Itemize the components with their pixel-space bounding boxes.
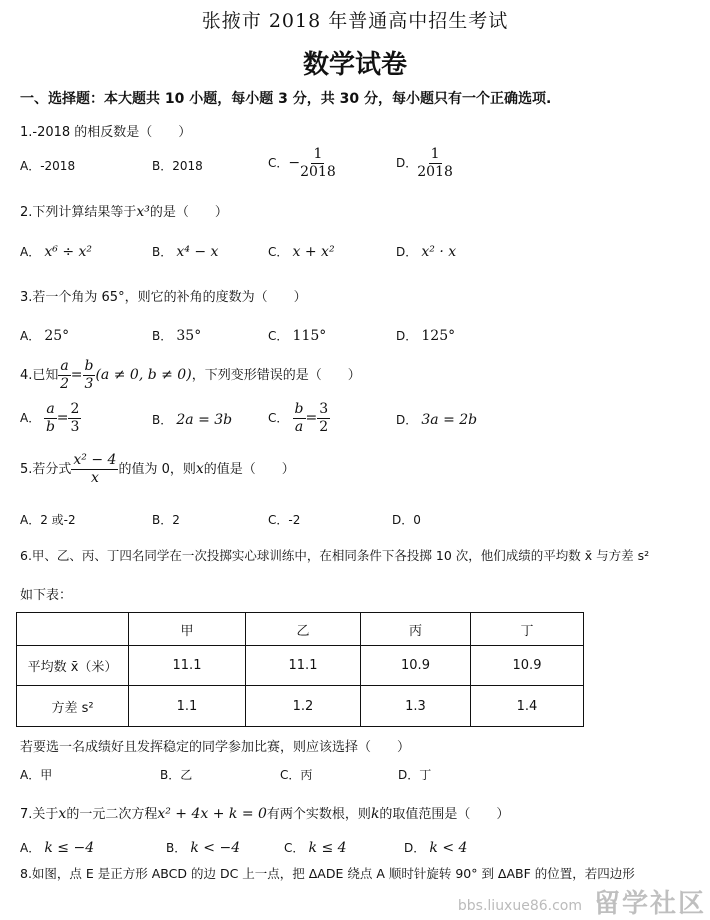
fraction — [71, 452, 118, 487]
q5-stem — [20, 452, 295, 487]
fraction — [317, 401, 330, 436]
q3-option-c — [268, 327, 326, 344]
q3-option-d — [396, 327, 455, 344]
option-label: B． — [152, 245, 173, 259]
option-label: A． — [20, 329, 41, 343]
stem-text: 2.下列计算结果等于 — [20, 205, 137, 220]
numerator: a — [46, 401, 55, 417]
fraction — [417, 146, 453, 181]
math: 125° — [421, 328, 456, 344]
math: = — [70, 367, 83, 383]
option-label: C． — [268, 411, 289, 425]
q1-option-a: A．-2018 — [20, 159, 76, 173]
scores-table — [16, 612, 584, 727]
math: x — [58, 806, 67, 822]
math: (a ≠ 0, b ≠ 0) — [95, 367, 192, 383]
table-header-row — [17, 613, 584, 646]
stem-text: 的一元二次方程 — [66, 807, 158, 822]
q1-option-d — [396, 146, 453, 181]
math: 35° — [176, 328, 202, 344]
math: x² · x — [421, 244, 457, 260]
table-cell: 方差 s² — [17, 686, 129, 727]
q2-option-b — [152, 243, 218, 260]
table-header-cell — [17, 613, 129, 646]
denominator: 2 — [60, 376, 70, 392]
math: 115° — [292, 328, 327, 344]
table-cell: 1.3 — [361, 686, 471, 727]
q5-option-a: A．2 或-2 — [20, 513, 76, 527]
q3-option-a — [20, 327, 69, 344]
math: k < 4 — [429, 840, 468, 856]
denominator: b — [46, 419, 56, 435]
q4-option-b — [152, 411, 232, 428]
stem-text: 的是（ ） — [149, 205, 228, 220]
math: x — [195, 461, 204, 477]
q6-stem-2: 如下表： — [20, 588, 73, 603]
option-label: A． — [20, 245, 41, 259]
math: = — [56, 410, 69, 426]
numerator: 2 — [70, 401, 80, 417]
q6-option-b: B．乙 — [160, 768, 193, 782]
table-header-cell: 乙 — [246, 613, 361, 646]
q5-option-d: D．0 — [392, 513, 421, 527]
q3-option-b — [152, 327, 201, 344]
section-heading: 一、选择题：本大题共 10 小题，每小题 3 分，共 30 分，每小题只有一个正确选项. — [20, 91, 552, 107]
math: k < −4 — [190, 840, 241, 856]
denominator: 3 — [84, 376, 94, 392]
denominator: x — [90, 470, 99, 486]
math: 3a = 2b — [421, 412, 478, 428]
q6-option-c: C．丙 — [280, 768, 313, 782]
math: k ≤ 4 — [308, 840, 347, 856]
stem-text: 的值是（ ） — [203, 462, 295, 477]
numerator: b — [84, 358, 94, 374]
q2-option-d — [396, 243, 456, 260]
denominator: 2018 — [417, 164, 453, 180]
fraction — [300, 146, 336, 181]
q8-stem: 8.如图，点 E 是正方形 ABCD 的边 DC 上一点，把 ΔADE 绕点 A 顺时针旋转 90° 到 ΔABF 的位置，若四边形 — [20, 866, 635, 881]
q4-option-c — [268, 401, 330, 436]
table-header-cell: 甲 — [129, 613, 246, 646]
table-cell: 11.1 — [129, 646, 246, 686]
math: x + x² — [292, 244, 335, 260]
table-header-cell: 丁 — [471, 613, 584, 646]
table-cell: 10.9 — [471, 646, 584, 686]
table-cell: 11.1 — [246, 646, 361, 686]
watermark-url: bbs.liuxue86.com — [457, 898, 582, 914]
numerator: x² − 4 — [73, 452, 117, 468]
math: x⁴ − x — [176, 244, 219, 260]
option-label: D． — [396, 245, 418, 259]
option-label: A． — [20, 841, 41, 855]
option-label: B． — [152, 329, 173, 343]
numerator: a — [60, 358, 69, 374]
numerator: 3 — [319, 401, 329, 417]
fraction — [83, 358, 96, 393]
q7-stem — [20, 803, 509, 822]
q7-option-d — [404, 839, 467, 856]
option-label: B． — [166, 841, 187, 855]
q7-option-a — [20, 839, 94, 856]
table-cell: 平均数 x̄（米） — [17, 646, 129, 686]
q6-option-d: D．丁 — [398, 768, 432, 782]
option-label: A． — [20, 411, 41, 425]
math: x³ — [136, 204, 150, 220]
numerator: 1 — [430, 146, 440, 162]
q5-option-b: B．2 — [152, 513, 180, 527]
exam-subtitle: 张掖市 2018 年普通高中招生考试 — [201, 10, 509, 32]
q5-option-c: C．-2 — [268, 513, 301, 527]
q4-stem — [20, 358, 361, 393]
q7-option-c — [284, 839, 347, 856]
minus-sign: − — [288, 155, 301, 171]
stem-text: 7.关于 — [20, 807, 59, 822]
q2-option-c — [268, 243, 335, 260]
stem-text: 4.已知 — [20, 368, 59, 383]
stem-text: 的取值范围是（ ） — [379, 807, 510, 822]
stem-text: 5.若分式 — [20, 462, 72, 477]
q2-stem — [20, 201, 228, 220]
option-label: B． — [152, 413, 173, 427]
table-cell: 1.4 — [471, 686, 584, 727]
numerator: 1 — [313, 146, 323, 162]
fraction — [293, 401, 306, 436]
q4-option-d — [396, 411, 477, 428]
option-label: C． — [268, 245, 289, 259]
fraction — [68, 401, 81, 436]
q1-stem: 1.-2018 的相反数是（ ） — [20, 125, 192, 140]
math: = — [305, 410, 318, 426]
table-cell: 1.1 — [129, 686, 246, 727]
q6-question: 若要选一名成绩好且发挥稳定的同学参加比赛，则应该选择（ ） — [20, 740, 411, 755]
math: x⁶ ÷ x² — [44, 244, 93, 260]
stem-text: ，下列变形错误的是（ ） — [191, 368, 361, 383]
denominator: a — [294, 419, 304, 435]
option-label: C． — [268, 156, 289, 170]
math: x² + 4x + k = 0 — [157, 806, 267, 822]
exam-title: 数学试卷 — [302, 50, 407, 80]
option-label: D． — [404, 841, 426, 855]
q1-option-b: B．2018 — [152, 159, 203, 173]
q2-option-a — [20, 243, 92, 260]
stem-text: 有两个实数根，则 — [266, 807, 371, 822]
table-header-cell: 丙 — [361, 613, 471, 646]
watermark-logo: 留学社区 — [593, 889, 706, 919]
q4-option-a — [20, 401, 81, 436]
q3-stem: 3.若一个角为 65°，则它的补角的度数为（ ） — [20, 290, 307, 305]
math: 25° — [44, 328, 70, 344]
table-row — [17, 646, 584, 686]
option-label: D． — [396, 413, 418, 427]
option-label: C． — [284, 841, 305, 855]
fraction — [58, 358, 70, 393]
option-label: C． — [268, 329, 289, 343]
denominator: 2 — [319, 419, 329, 435]
math: 2a = 3b — [176, 412, 233, 428]
q1-option-c — [268, 146, 336, 181]
table-cell: 1.2 — [246, 686, 361, 727]
table-cell: 10.9 — [361, 646, 471, 686]
stem-text: 的值为 0，则 — [118, 462, 196, 477]
q7-option-b — [166, 839, 240, 856]
numerator: b — [294, 401, 304, 417]
option-label: D． — [396, 156, 418, 170]
math: k ≤ −4 — [44, 840, 95, 856]
denominator: 3 — [70, 419, 80, 435]
q6-option-a: A．甲 — [20, 768, 53, 782]
option-label: D． — [396, 329, 418, 343]
q6-stem: 6.甲、乙、丙、丁四名同学在一次投掷实心球训练中，在相同条件下各投掷 10 次，他们成绩的平均数 x̄ 与方差 s² — [20, 548, 650, 563]
table-row — [17, 686, 584, 727]
fraction — [44, 401, 56, 436]
denominator: 2018 — [300, 164, 336, 180]
math: k — [370, 806, 380, 822]
